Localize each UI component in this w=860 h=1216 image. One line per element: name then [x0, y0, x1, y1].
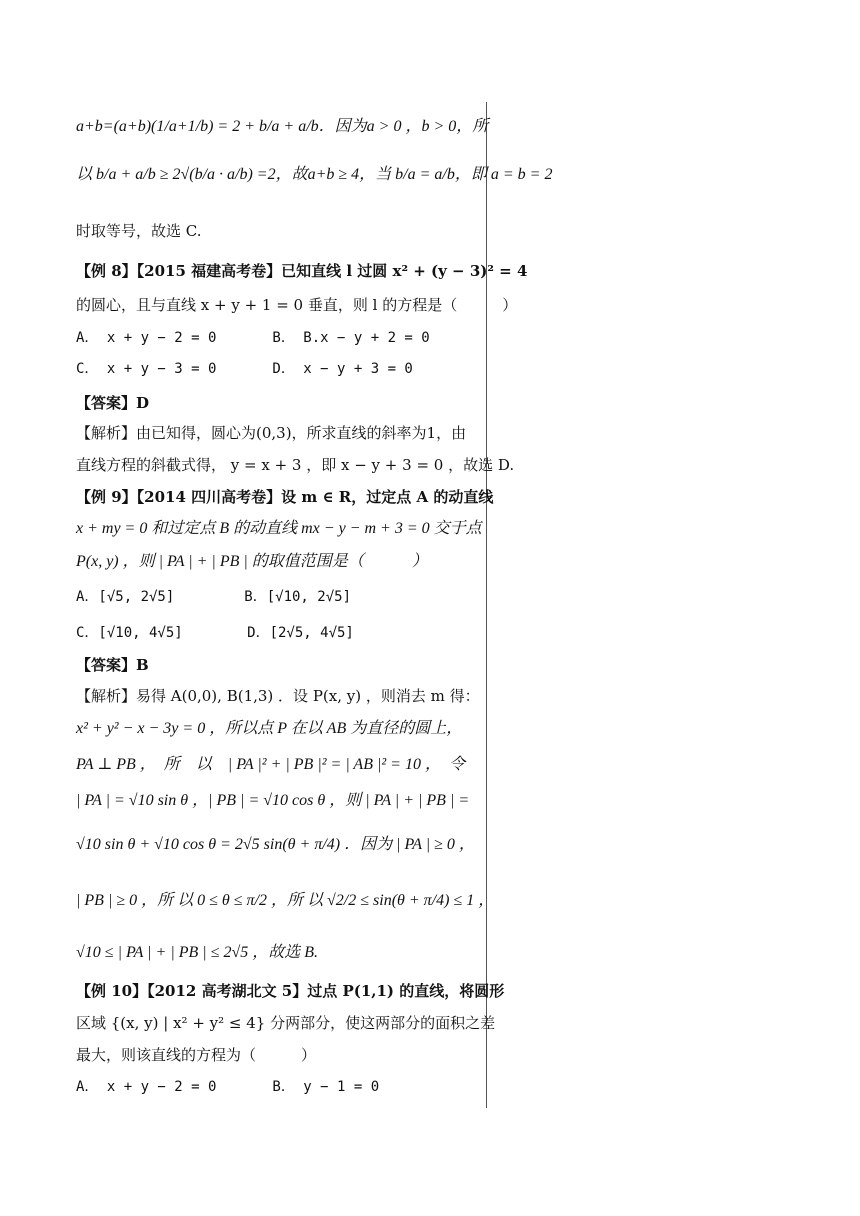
option-row: A．[√5, 2√5] B．[√10, 2√5] [76, 589, 352, 605]
analysis-line: 直线方程的斜截式得， y = x + 3 ，即 x − y + 3 = 0 ，故选 D. [76, 456, 515, 474]
analysis-line: √10 sin θ + √10 cos θ = 2√5 sin(θ + π/4) ．因为 | PA | ≥ 0 ， [76, 836, 475, 853]
text-line: x + my = 0 和过定点 B 的动直线 mx − y − m + 3 = 0 交于点 [76, 520, 482, 537]
analysis-line: 【解析】易得 A(0,0), B(1,3) ．设 P(x, y) ，则消去 m 得： [76, 687, 480, 705]
option-row: C．[√10, 4√5] D．[2√5, 4√5] [76, 625, 354, 641]
analysis-line: x² + y² − x − 3y = 0 ，所以点 P 在以 AB 为直径的圆上， [76, 720, 463, 737]
text-line: 的圆心，且与直线 x + y + 1 = 0 垂直，则 l 的方程是（ ） [76, 296, 518, 314]
example-9-heading: 【例 9】【2014 四川高考卷】设 m ∈ R，过定点 A 的动直线 [76, 488, 494, 506]
example-8-heading: 【例 8】【2015 福建高考卷】已知直线 l 过圆 x² + (y − 3)² = 4 [76, 262, 528, 280]
answer-label: 【答案】B [76, 656, 149, 674]
option-row: A． x + y − 2 = 0 B． y − 1 = 0 [76, 1079, 380, 1095]
answer-label: 【答案】D [76, 394, 150, 412]
analysis-line: | PA | = √10 sin θ ，| PB | = √10 cos θ ，则 | PA | + | PB | = [76, 792, 470, 809]
column-divider [486, 102, 487, 1108]
analysis-line: PA ⊥ PB ， 所 以 | PA |² + | PB |² = | AB |² = 10 ， 令 [76, 756, 465, 773]
text-line: 时取等号，故选 C. [76, 222, 202, 240]
analysis-line: | PB | ≥ 0 ，所 以 0 ≤ θ ≤ π/2 ，所 以 √2/2 ≤ sin(θ + π/4) ≤ 1 ， [76, 892, 495, 909]
text-line: 区域 {(x, y) | x² + y² ≤ 4} 分两部分，使这两部分的面积之差 [76, 1014, 496, 1032]
text-line: a+b=(a+b)(1/a+1/b) = 2 + b/a + a/b．因为a > 0 ，b > 0，所 [76, 118, 489, 135]
text-line: 最大，则该直线的方程为（ ） [76, 1046, 317, 1064]
analysis-line: √10 ≤ | PA | + | PB | ≤ 2√5 ，故选 B. [76, 944, 319, 961]
example-10-heading: 【例 10】【2012 高考湖北文 5】过点 P(1,1) 的直线，将圆形 [76, 982, 505, 1000]
analysis-line: 【解析】由已知得，圆心为(0,3)，所求直线的斜率为1，由 [76, 424, 467, 442]
text-line: 以 b/a + a/b ≥ 2√(b/a · a/b) =2，故a+b ≥ 4，当 b/a = a/b，即 a = b = 2 [76, 166, 553, 183]
text-line: P(x, y) ，则 | PA | + | PB | 的取值范围是（ ） [76, 553, 428, 570]
option-row: A． x + y − 2 = 0 B． B.x − y + 2 = 0 [76, 330, 430, 346]
option-row: C． x + y − 3 = 0 D． x − y + 3 = 0 [76, 361, 413, 377]
